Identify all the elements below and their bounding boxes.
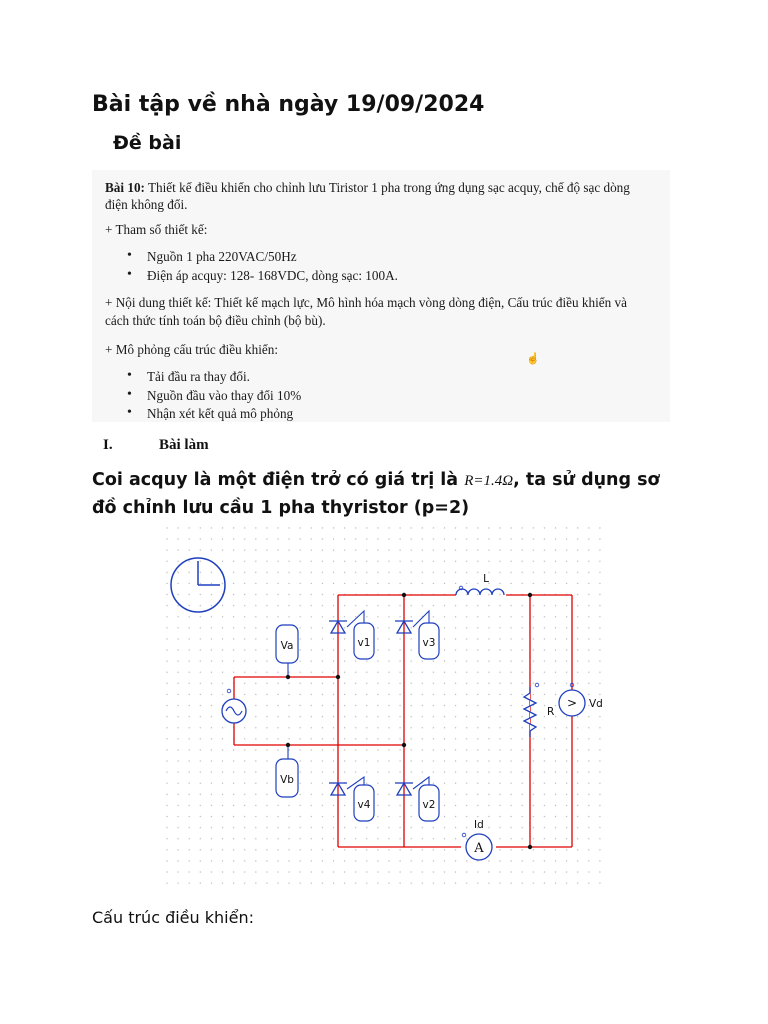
content-line-2: cách thức tính toán bộ điều chỉnh (bộ bù). <box>105 313 326 328</box>
content-line-1: + Nội dung thiết kế: Thiết kế mạch lực, Mô hình hóa mạch vòng dòng điện, Cấu trúc điều khiển và <box>105 295 627 310</box>
gate-probe-v1 <box>354 623 374 659</box>
paragraph-text-before: Coi acquy là một điện trở có giá trị là <box>92 470 465 490</box>
sim-item: • Nhận xét kết quả mô phỏng <box>125 406 293 422</box>
sim-item: • Tải đầu ra thay đổi. <box>125 369 250 385</box>
gate-probe-v2 <box>419 785 439 821</box>
control-structure-caption: Cấu trúc điều khiển: <box>92 908 254 927</box>
label-vb: Vb <box>280 774 294 786</box>
gate-probe-v4 <box>354 785 374 821</box>
solution-paragraph <box>92 467 682 522</box>
label-v4: v4 <box>357 799 371 811</box>
section-heading-bai-lam <box>103 437 209 454</box>
sim-label: + Mô phỏng cấu trúc điều khiển: <box>105 342 278 357</box>
assignment-line-2: điện không đổi. <box>105 197 188 212</box>
assignment-image <box>92 170 670 422</box>
param-item: • Điện áp acquy: 128- 168VDC, dòng sạc: 100A. <box>125 268 398 284</box>
sim-item: • Nguồn đầu vào thay đổi 10% <box>125 388 301 404</box>
thyristor-bridge-circuit <box>166 527 601 892</box>
assignment-heading: Bài 10: <box>105 180 145 195</box>
section-number: I. <box>103 437 113 453</box>
voltage-probe-vb <box>276 759 298 797</box>
label-id: Id <box>474 819 484 831</box>
section-heading-de-bai: Đề bài <box>113 132 182 154</box>
ammeter-symbol: A <box>474 841 484 856</box>
label-v3: v3 <box>422 637 436 649</box>
gate-probe-v3 <box>419 623 439 659</box>
voltmeter-symbol: > <box>566 696 578 710</box>
section-title: Bài làm <box>159 437 209 453</box>
label-inductor: L <box>483 573 489 585</box>
paragraph-text-after: , ta sử dụng sơ đồ chỉnh lưu cầu 1 pha thyristor (p=2) <box>92 470 660 518</box>
assignment-line-1 <box>105 180 630 196</box>
label-va: Va <box>280 640 294 652</box>
voltage-probe-va <box>276 625 298 663</box>
assignment-line-1-text: Thiết kế điều khiển cho chỉnh lưu Tiristor 1 pha trong ứng dụng sạc acquy, chế độ sạc dòng <box>144 180 630 195</box>
params-label: + Tham số thiết kế: <box>105 222 208 237</box>
label-resistor: R <box>547 706 555 718</box>
label-vd: Vd <box>589 698 603 710</box>
label-v2: v2 <box>422 799 436 811</box>
hand-cursor-icon: ☝ <box>526 353 540 365</box>
label-v1: v1 <box>357 637 371 649</box>
resistance-formula: R=1.4Ω <box>464 473 514 489</box>
page-title: Bài tập về nhà ngày 19/09/2024 <box>92 92 485 117</box>
param-item: • Nguồn 1 pha 220VAC/50Hz <box>125 249 297 265</box>
